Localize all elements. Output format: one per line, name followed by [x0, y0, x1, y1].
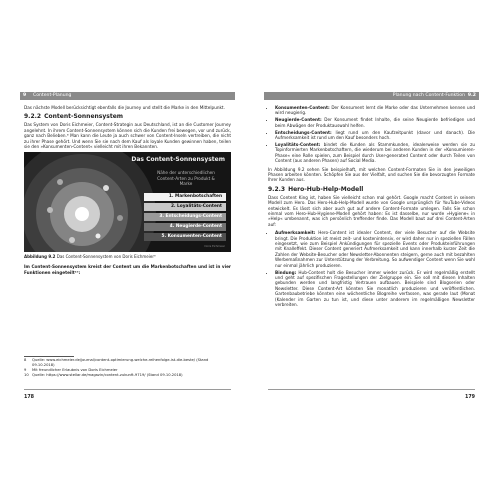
list-item [275, 117, 475, 128]
section-number: 9.2.2 [24, 113, 42, 121]
caption-text: Das Content-Sonnensystem von Doris Eichmeier⁹ [56, 254, 156, 260]
item-text: Der Konsument lernt die Marke oder das Unternehmen kennen und wird neugierig. [275, 105, 475, 116]
figure-caption [24, 254, 231, 259]
section-header-title: Planung nach Content-Funktion [392, 93, 465, 98]
footnote-number: 8 [24, 358, 27, 362]
section-title: Hero-Hub-Help-Modell [288, 185, 364, 193]
caption-label: Abbildung 9.2 [24, 254, 56, 260]
page-number: 179 [464, 395, 475, 400]
section-number: 9.2.3 [268, 185, 286, 193]
item-text: liegt rund um den Kaufzeitpunkt (davor und danach). Die Aufmerksamkeit ist rund um den Kauf besonders hoch. [275, 129, 475, 141]
item-label: Aufmerksamkeit: [275, 230, 316, 236]
item-label: Loyalitäts-Content: [275, 141, 321, 147]
bullet-list [268, 230, 475, 307]
item-text: bindet die Kunden als Stammkunden, idealerweise werden sie zu Topinformierten Markenbotschaftern, die wiederum bei anderen Kunden in der »Konsumieren-Phase« eine Rolle spielen, zum Beispiel durch User-generated Content oder durch Teilen von Content (aus anderen Phasen) auf Social Media. [275, 141, 475, 164]
footer-rule [268, 389, 475, 390]
intro-paragraph: Das nächste Modell berücksichtigt ebenfalls die Journey und stellt die Marke in den Mittelpunkt. [24, 105, 225, 110]
running-header [264, 92, 479, 100]
figure-title: Das Content-Sonnensystem [131, 156, 225, 164]
footnote [24, 358, 231, 368]
section-title: Content-Sonnensystem [44, 113, 124, 121]
figure-subtitle: Nähe der unterschiedlichen Content-Arten zu Produkt & Marke [157, 170, 215, 186]
figure-credit: Doris Eichmeier [204, 245, 225, 249]
section-heading [268, 186, 475, 193]
item-label: Konsumenten-Content: [275, 105, 330, 110]
chapter-number: 9 [23, 93, 27, 98]
legend-item: 2. Loyalitäts-Content [144, 203, 226, 211]
list-item [275, 270, 475, 308]
list-item [275, 130, 475, 141]
page-number: 178 [24, 395, 35, 400]
legend-item: 1. Markenbotschaften [144, 193, 226, 201]
body-paragraph: Dass Content King ist, haben Sie vielleicht schon mal gehört. Google macht Content in seinem Modell zum Hero. Das Hero-Hub-Help-Modell wurde von Google ursprünglich für YouTube-Videos entwickelt. Es lässt sich aber auch gut auf andere Content-Formate umlegen. Falls Sie schon einmal vom Hero-Hub-Hygiene-Modell gehört haben: Es ist dasselbe, nur wurde »Hygiene« in »Help« umbenannt, was ich persönlich treffender finde. Das Modell baut auf drei Content-Arten auf: [268, 194, 475, 227]
legend-item: 3. Entscheidungs-Content [144, 213, 226, 221]
list-item [275, 230, 475, 268]
body-paragraph: Das System von Doris Eichmeier, Content-Strategin aus Deutschland, ist an die Customer Journey angelehnt. In ihrem Content-Sonnensystem können sich die Kunden frei bewegen, vor und zurück, ganz nach Belieben.⁸ Man kann die Leute ja auch schwer von Content-Inseln vertreiben, die nicht zu ihrer Phase gehört. Und wenn Sie sie nach dem Kauf als loyale Kunden gewinnen haben, teilen sie den »Konsumenten-Content« vielleicht mit ihren Bekannten. [24, 122, 231, 150]
item-text: Hero-Content ist idealer Content, der viele Besucher auf die Website bringt. Die Produktion ist meist zeit- und kostenintensiv, er wird daher nur in speziellen Fällen eingesetzt, wie zum Beispiel Ankündigungen für spezielle Events oder Produkteinführungen mit Knalleffekt. Dieser Content generiert Aufmerksamkeit und kann innerhalb kurzer Zeit die Zahlen der Website-Besucher oder Newsletter-Abonnenten steigern, gerne auch mit bezahlten Werbemaßnahmen zur Unterstützung der Verbreitung. So aufwendiger Content wenn Sie wohl nur einmal jährlich produzieren. [275, 230, 475, 268]
footnote [24, 373, 231, 378]
chapter-title: Content-Planung [33, 93, 72, 98]
item-text: Hub-Content holt die Besucher immer wieder zurück. Er wird regelmäßig erstellt und geht auf spezifischen Fragestellungen der Zielgruppe ein. Sie soll mit diesen Inhalten gebunden werden und langfristig Vertrauen aufbauen. Beispiele sind Blogserien oder Newsletter. Diese Content-Art könnten Sie monatlich produzieren und veröffentlichen. Gartenbaubetriebe könnten eine wöchentliche Blogreihe verfassen, was gerade laut (Monat (Kalender im Garten zu tun ist, und diese unter anderem im regelmäßigen Newsletter verbreiten. [275, 269, 475, 307]
footnote-text: Mit freundlicher Erlaubnis von Doris Eichmeier [32, 368, 118, 372]
legend-item: 5. Konsumenten-Content [144, 233, 226, 241]
page-body [268, 105, 475, 310]
list-item [275, 105, 475, 116]
footer-rule [24, 389, 231, 390]
figure-content-sonnensystem [24, 152, 231, 252]
item-label: Bindung: [275, 269, 297, 275]
item-label: Neugierde-Content: [275, 117, 322, 123]
item-text: Der Konsument findet Inhalte, die seine Neugierde befriedigen und beim Abwägen der Produktauswahl helfen. [275, 117, 475, 128]
item-label: Entscheidungs-Content: [275, 129, 332, 135]
footnote-text: Quelle: www.eichmeier.de/journal/content-optimierung-welche-reihenfolge-ist-die-beste/ (Stand 09.10.2018) [32, 358, 209, 367]
section-heading [24, 113, 231, 120]
bullet-list [268, 105, 475, 164]
legend-item: 4. Neugierde-Content [144, 223, 226, 231]
footnote-text: Quelle: https://www.stellar.de/magazin/content-zukunft-9719/ (Stand 09.10.2018) [32, 373, 183, 377]
section-header-number: 9.2 [467, 93, 476, 98]
footnote-rule [24, 356, 74, 357]
footnote-number: 9 [24, 368, 27, 372]
figure-legend [144, 193, 226, 243]
footnotes [24, 358, 231, 378]
running-header [20, 92, 235, 100]
body-paragraph: In Abbildung 9.2 sehen Sie beispielhaft, mit welchen Content-Formaten Sie in den jeweiligen Phasen arbeiten könnten. Schöpfen Sie aus der Vielfalt, und suchen Sie die bevorzugten Formate Ihrer Kunden aus. [268, 166, 475, 183]
page-body [24, 105, 231, 278]
right-page [264, 92, 479, 407]
left-page [20, 92, 235, 407]
list-item [275, 142, 475, 164]
footnote-number: 10 [24, 373, 29, 377]
body-paragraph: Im Content-Sonnensystem kreist der Content um die Markenbotschaften und ist in vier Funktionen eingeteilt¹⁰: [24, 264, 231, 275]
